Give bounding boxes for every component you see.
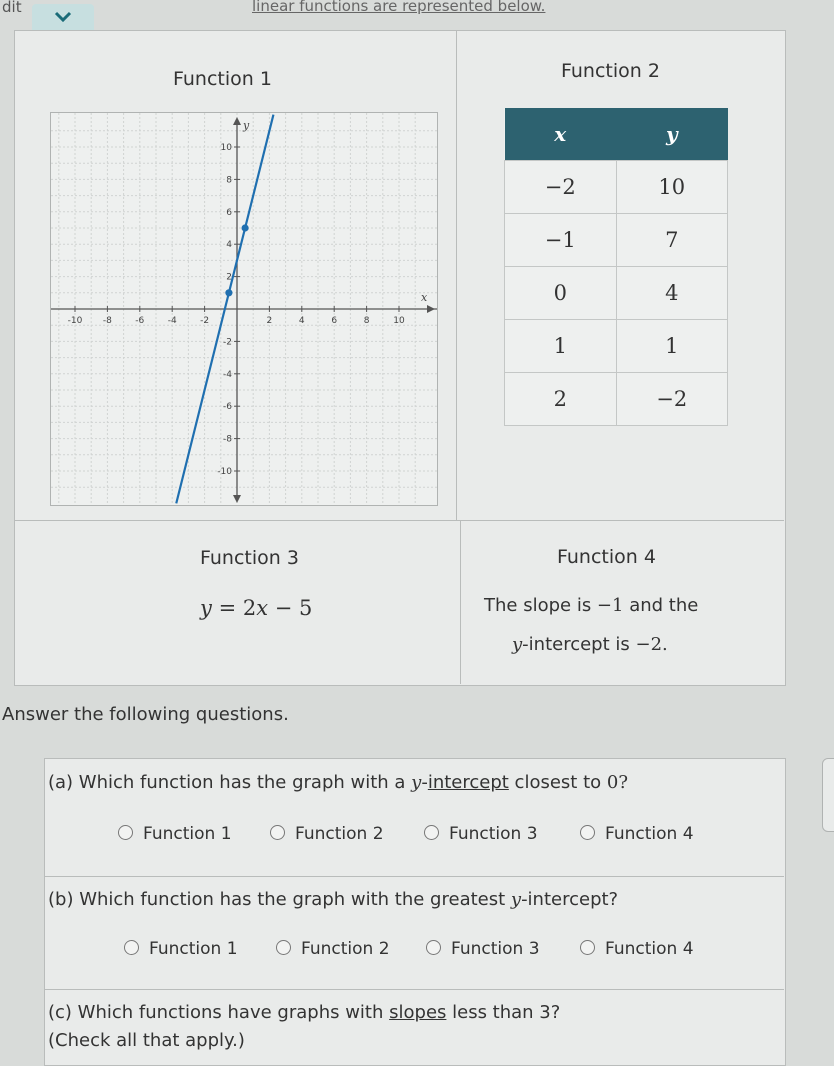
option-label: Function 3 [451,939,540,959]
question-c [48,1002,560,1023]
radio-option[interactable] [276,939,390,959]
intercept-link[interactable]: intercept [427,772,509,793]
table-row [505,320,728,373]
radio-button[interactable] [580,825,595,840]
y-tick-label: 2 [226,272,232,283]
x-tick-label: -2 [200,316,210,326]
eq-rest: − 5 [274,596,313,620]
divider [460,520,461,684]
radio-option[interactable] [118,824,232,844]
x-tick-label: -8 [102,316,112,326]
top-left-text: dit [2,0,22,16]
radio-button[interactable] [424,825,439,840]
x-tick-label: 2 [266,316,273,326]
radio-button[interactable] [270,825,285,840]
text: The slope is [484,595,597,616]
text: -intercept is [522,634,636,655]
x-tick-label: -10 [67,316,83,326]
option-label: Function 3 [449,824,538,844]
text: 0? [606,772,628,793]
option-label: Function 2 [295,824,384,844]
x-tick-label: 8 [363,316,370,326]
slope-value: −1 [596,595,624,616]
y-tick-label: 8 [226,175,232,186]
y-tick-label: 10 [220,143,232,153]
y-tick-label: -10 [217,467,232,477]
eq-y: y [200,596,212,620]
text: - [421,772,428,793]
function-4-intercept-text [512,634,668,655]
table-cell: 4 [616,267,728,320]
y-variable: y [512,634,523,655]
table-cell: −2 [505,161,617,214]
divider [44,876,784,877]
radio-button[interactable] [276,940,291,955]
function-1-graph [50,112,438,506]
table-cell: 1 [505,320,617,373]
function-1-title: Function 1 [173,68,272,90]
x-tick-label: 6 [331,316,338,326]
option-label: Function 4 [605,824,694,844]
radio-button[interactable] [580,940,595,955]
question-a [48,772,628,793]
answer-heading: Answer the following questions. [2,704,289,725]
text: (c) Which functions have graphs with [48,1002,390,1023]
text: less than 3? [446,1002,561,1023]
table-cell: 0 [505,267,617,320]
table-row [505,373,728,426]
y-axis-label: y [243,119,250,132]
x-tick-label: 10 [393,316,405,326]
function-3-equation [200,596,312,620]
table-cell: 10 [616,161,728,214]
function-2-title: Function 2 [561,60,660,82]
question-c-instruction: (Check all that apply.) [48,1030,245,1051]
radio-option[interactable] [124,939,238,959]
table-header-x: x [505,108,617,161]
table-cell: 1 [616,320,728,373]
radio-button[interactable] [118,825,133,840]
table-cell: −2 [616,373,728,426]
radio-option[interactable] [580,824,694,844]
text: and the [623,595,699,616]
table-cell: −1 [505,214,617,267]
radio-button[interactable] [426,940,441,955]
intercept-value: −2. [635,634,668,655]
y-tick-label: -6 [223,402,232,413]
text: -intercept? [521,889,619,910]
divider [456,30,457,520]
divider [44,989,784,990]
radio-option[interactable] [424,824,538,844]
x-axis-label: x [421,291,428,304]
option-label: Function 1 [149,939,238,959]
x-axis-arrow [427,305,435,313]
question-b [48,889,618,910]
chevron-down-icon [54,11,72,23]
x-tick-label: -4 [167,316,177,326]
table-row [505,214,728,267]
radio-option[interactable] [426,939,540,959]
eq-x: x [256,596,269,620]
eq-mid: = 2 [218,596,257,620]
side-tab[interactable] [822,758,834,832]
table-cell: 2 [505,373,617,426]
table-cell: 7 [616,214,728,267]
text: (b) Which function has the graph with the greatest [48,889,511,910]
function-4-slope-text [484,595,698,616]
option-label: Function 2 [301,939,390,959]
radio-button[interactable] [124,940,139,955]
option-label: Function 4 [605,939,694,959]
linear-functions-link[interactable]: linear functions are represented below. [252,0,546,15]
x-tick-label: 4 [298,316,305,326]
slopes-link[interactable]: slopes [389,1002,447,1023]
function-3-title: Function 3 [200,547,299,569]
divider [14,520,784,521]
text: closest to [508,772,607,793]
text: (a) Which function has the graph with a [48,772,412,793]
y-tick-label: -8 [223,434,232,445]
radio-option[interactable] [270,824,384,844]
function-2-table [504,108,728,426]
table-header-y: y [616,108,728,161]
radio-option[interactable] [580,939,694,959]
y-axis-arrow [233,117,241,125]
graph-point [242,224,249,231]
x-tick-label: -6 [135,316,145,326]
table-row [505,161,728,214]
y-variable: y [411,772,422,793]
y-axis-arrow [233,495,241,503]
y-tick-label: -2 [223,337,232,348]
graph-point [225,289,232,296]
y-variable: y [510,889,522,910]
option-label: Function 1 [143,824,232,844]
table-row [505,267,728,320]
y-tick-label: 4 [226,240,232,251]
y-tick-label: -4 [223,369,232,380]
y-tick-label: 6 [226,207,232,218]
function-4-title: Function 4 [557,546,656,568]
coordinate-plane [51,113,437,505]
